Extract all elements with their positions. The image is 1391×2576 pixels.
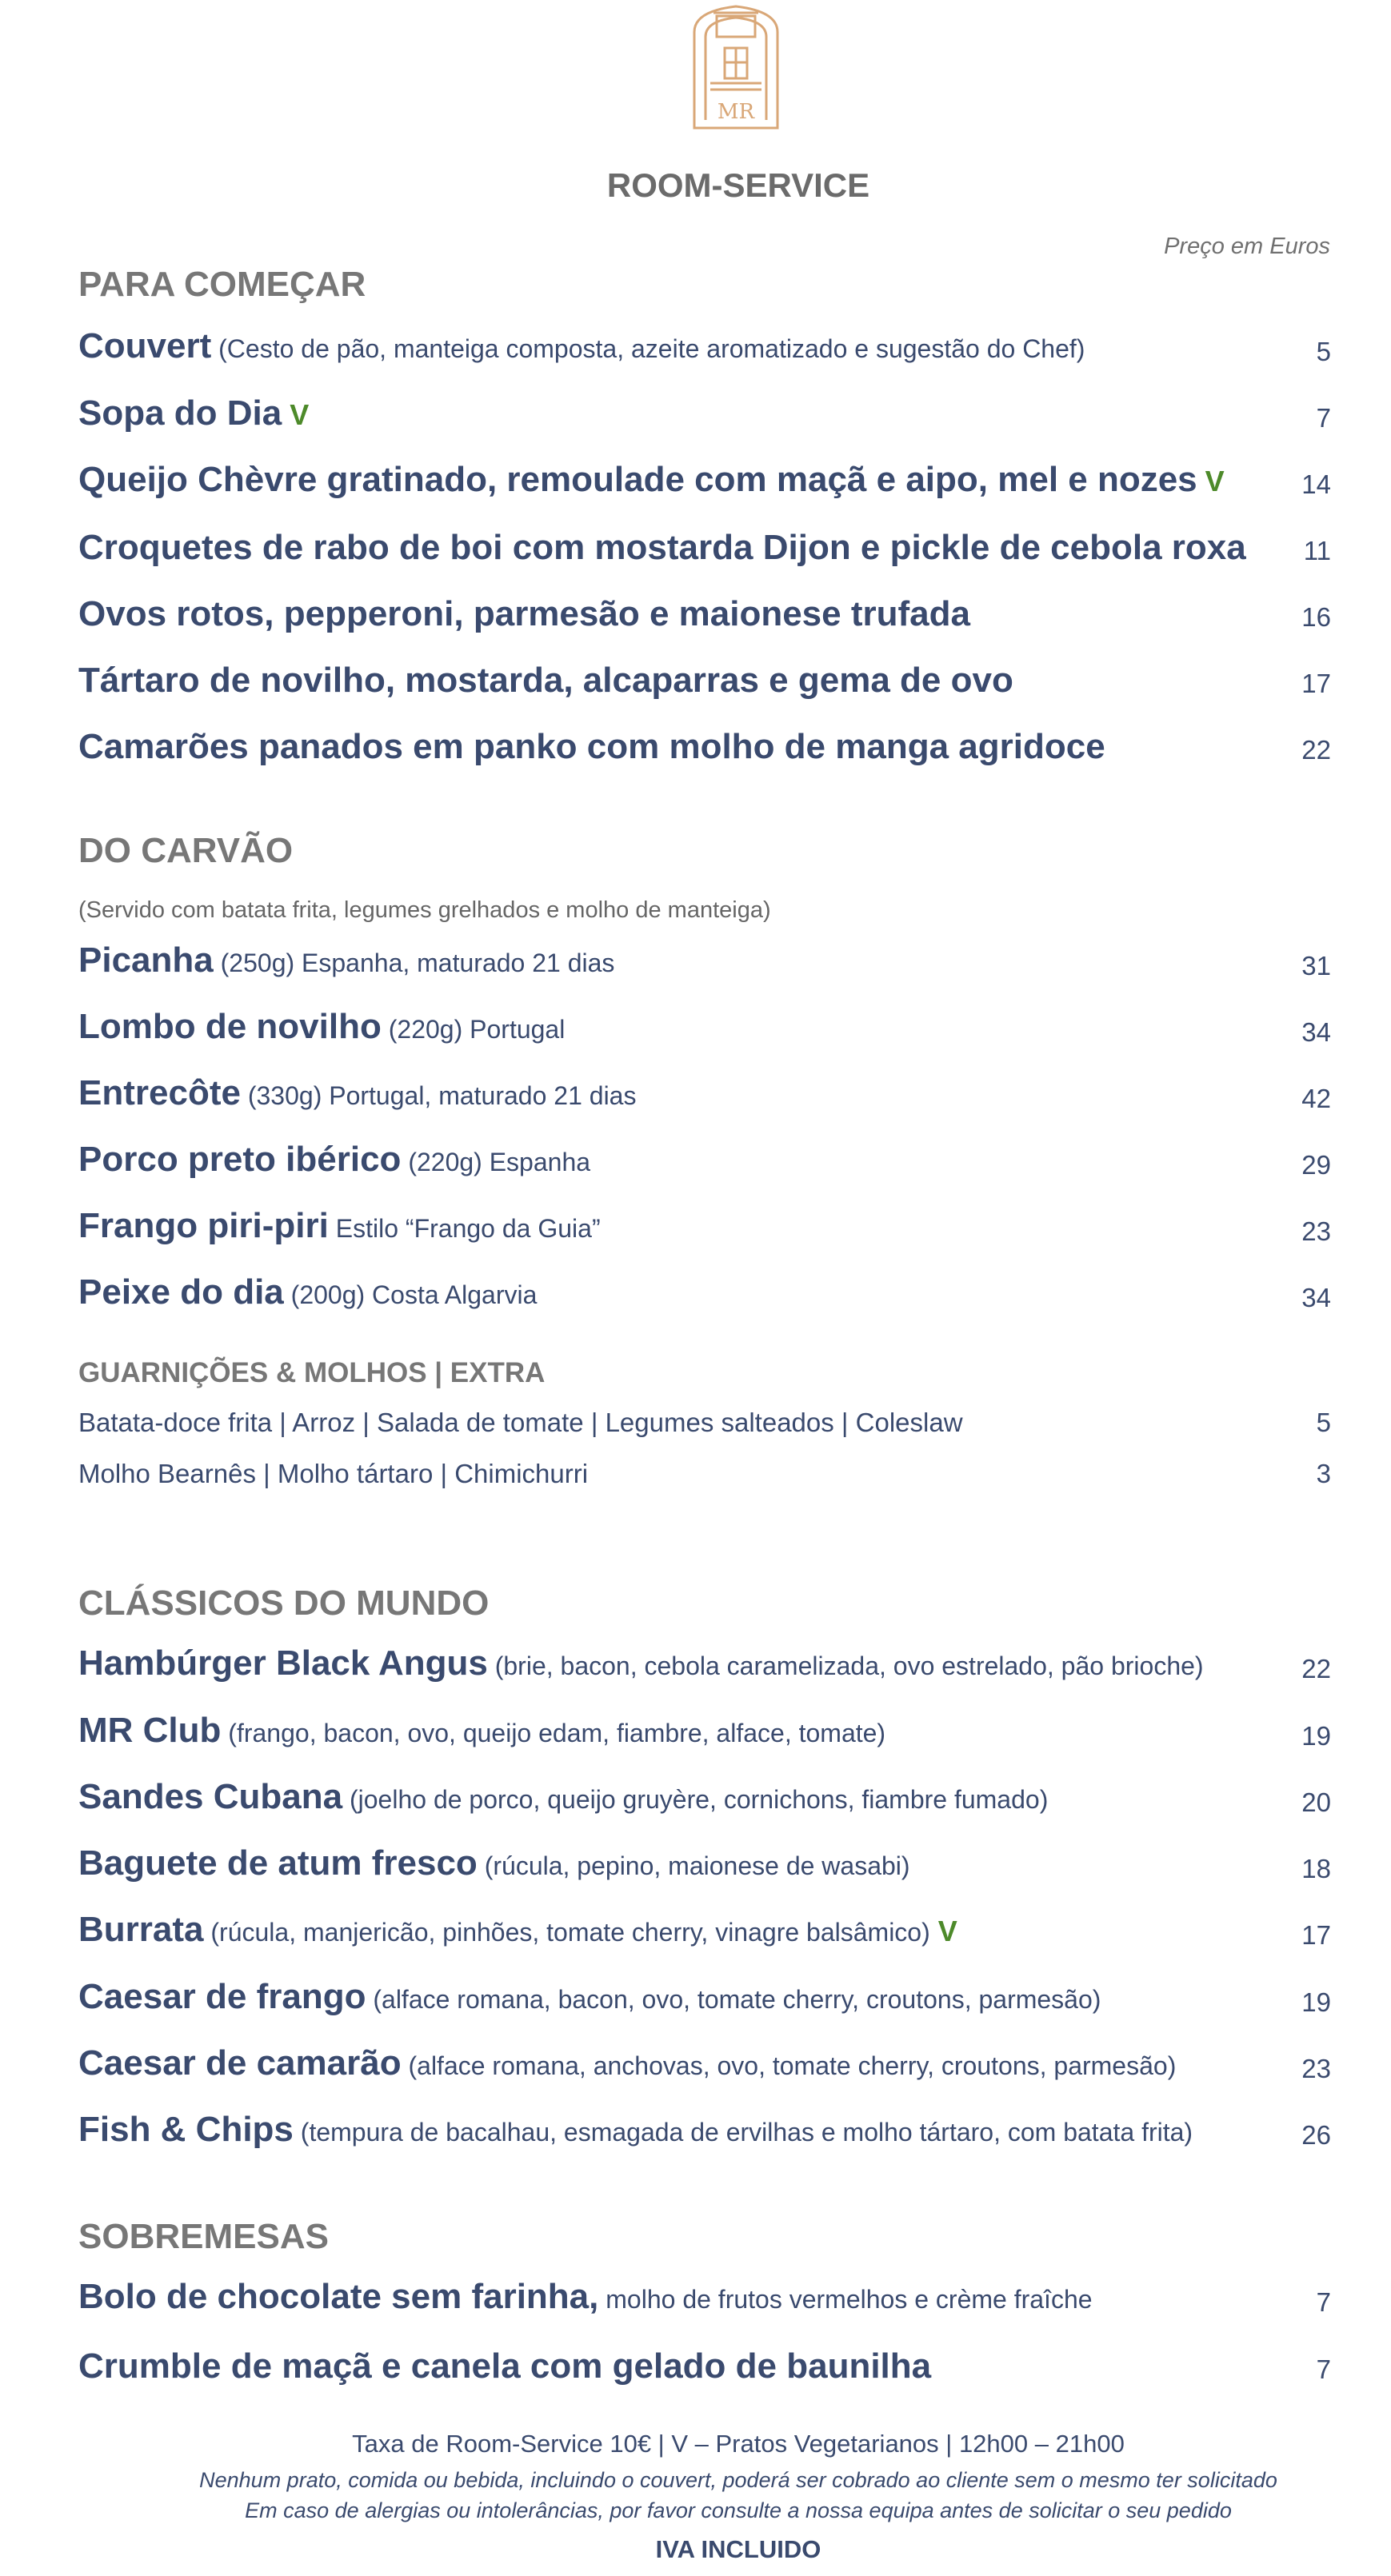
item-price: 29 <box>1301 1150 1331 1180</box>
menu-item <box>78 328 1331 376</box>
menu-item <box>78 1979 1331 2027</box>
item-price: 14 <box>1301 469 1331 499</box>
menu-item <box>78 2045 1331 2093</box>
section-title-classics: CLÁSSICOS DO MUNDO <box>78 1584 490 1623</box>
footer-vat-note: IVA INCLUIDO <box>655 2535 821 2563</box>
menu-item <box>78 394 1331 442</box>
vegetarian-badge: V <box>937 1915 957 1947</box>
item-price: 7 <box>1316 403 1331 433</box>
item-description: (tempura de bacalhau, esmagada de ervilhas e molho tártaro, com batata frita) <box>293 2118 1193 2147</box>
item-name: Sopa do Dia <box>78 393 282 433</box>
extras-row <box>78 1454 1331 1492</box>
item-description: (alface romana, anchovas, ovo, tomate cherry, croutons, parmesão) <box>401 2051 1177 2080</box>
extras-text: Molho Bearnês | Molho tártaro | Chimichurri <box>78 1459 589 1488</box>
item-description: (rúcula, manjericão, pinhões, tomate cherry, vinagre balsâmico) <box>203 1918 930 1947</box>
item-description: (brie, bacon, cebola caramelizada, ovo estrelado, pão brioche) <box>487 1651 1204 1680</box>
item-name: Entrecôte <box>78 1073 241 1112</box>
section-note: (Servido com batata frita, legumes grelhados e molho de manteiga) <box>78 897 771 923</box>
item-price: 5 <box>1316 337 1331 366</box>
item-price: 11 <box>1303 536 1331 565</box>
menu-item <box>78 1712 1331 1760</box>
item-name: Porco preto ibérico <box>78 1140 402 1179</box>
item-price: 20 <box>1301 1787 1331 1817</box>
item-price: 19 <box>1301 1987 1331 2017</box>
item-name: Couvert <box>78 326 212 365</box>
vegetarian-badge: V <box>1205 465 1225 497</box>
menu-item <box>78 1274 1331 1322</box>
menu-item <box>78 1208 1331 1256</box>
menu-item <box>78 2346 1331 2394</box>
extras-title: GUARNIÇÕES & MOLHOS | EXTRA <box>78 1357 546 1388</box>
footer-service-info: Taxa de Room-Service 10€ | V – Pratos Vegetarianos | 12h00 – 21h00 <box>352 2430 1125 2458</box>
item-price: 18 <box>1301 1854 1331 1883</box>
item-name: Caesar de frango <box>78 1977 366 2016</box>
section-title-grill: DO CARVÃO <box>78 831 294 870</box>
item-price: 7 <box>1316 2287 1331 2317</box>
menu-item <box>78 527 1331 575</box>
item-price: 22 <box>1301 1654 1331 1683</box>
item-description: (220g) Portugal <box>381 1015 566 1044</box>
section-title-desserts: SOBREMESAS <box>78 2217 329 2256</box>
item-description: (alface romana, bacon, ovo, tomate cherry, croutons, parmesão) <box>366 1985 1101 2014</box>
item-description: (220g) Espanha <box>401 1148 591 1176</box>
price-currency-note: Preço em Euros <box>1164 234 1330 259</box>
item-description: (250g) Espanha, maturado 21 dias <box>213 949 615 977</box>
item-name: Camarões panados em panko com molho de manga agridoce <box>78 727 1105 766</box>
item-price: 19 <box>1301 1721 1331 1751</box>
item-name: Lombo de novilho <box>78 1007 382 1046</box>
item-description: Estilo “Frango da Guia” <box>328 1214 601 1243</box>
item-price: 23 <box>1301 2054 1331 2083</box>
vegetarian-badge: V <box>290 398 310 431</box>
extras-price: 5 <box>1316 1408 1331 1437</box>
item-price: 7 <box>1316 2354 1331 2384</box>
item-description: (rúcula, pepino, maionese de wasabi) <box>477 1851 910 1880</box>
menu-item <box>78 2111 1331 2159</box>
item-name: MR Club <box>78 1711 222 1750</box>
item-name: Frango piri-piri <box>78 1206 329 1245</box>
item-name: Sandes Cubana <box>78 1777 343 1816</box>
menu-item <box>78 1645 1331 1693</box>
menu-item <box>78 593 1331 641</box>
item-price: 26 <box>1301 2120 1331 2150</box>
menu-item <box>78 1075 1331 1123</box>
item-name: Tártaro de novilho, mostarda, alcaparras e gema de ovo <box>78 661 1013 700</box>
extras-price: 3 <box>1316 1459 1331 1488</box>
item-name: Croquetes de rabo de boi com mostarda Dijon e pickle de cebola roxa <box>78 528 1246 567</box>
item-price: 34 <box>1301 1017 1331 1047</box>
menu-item <box>78 2278 1331 2326</box>
menu-item <box>78 726 1331 774</box>
menu-item <box>78 1008 1331 1056</box>
extras-row <box>78 1403 1331 1441</box>
menu-item <box>78 1911 1331 1959</box>
item-name: Burrata <box>78 1910 204 1949</box>
item-name: Fish & Chips <box>78 2110 294 2149</box>
item-name: Ovos rotos, pepperoni, parmesão e maionese trufada <box>78 594 970 633</box>
item-name: Peixe do dia <box>78 1272 284 1312</box>
item-price: 31 <box>1301 951 1331 980</box>
item-name: Hambúrger Black Angus <box>78 1643 488 1683</box>
item-price: 17 <box>1301 669 1331 698</box>
item-description: (joelho de porco, queijo gruyère, cornichons, fiambre fumado) <box>342 1785 1049 1814</box>
mr-hotel-logo-icon <box>686 0 785 134</box>
item-description: (Cesto de pão, manteiga composta, azeite aromatizado e sugestão do Chef) <box>211 334 1085 363</box>
item-name: Queijo Chèvre gratinado, remoulade com maçã e aipo, mel e nozes <box>78 460 1197 499</box>
item-description: (330g) Portugal, maturado 21 dias <box>240 1081 637 1110</box>
item-price: 17 <box>1301 1920 1331 1950</box>
item-price: 22 <box>1301 735 1331 765</box>
item-name: Bolo de chocolate sem farinha, <box>78 2277 599 2316</box>
svg-text:MR: MR <box>717 100 755 124</box>
item-price: 42 <box>1301 1084 1331 1113</box>
page-title: ROOM-SERVICE <box>606 166 870 204</box>
menu-item <box>78 1141 1331 1189</box>
item-price: 16 <box>1301 602 1331 632</box>
menu-item <box>78 1779 1331 1827</box>
menu-item <box>78 1845 1331 1893</box>
item-description: molho de frutos vermelhos e crème fraîche <box>598 2285 1093 2314</box>
footer-charge-note: Nenhum prato, comida ou bebida, incluindo o couvert, poderá ser cobrado ao cliente sem o mesmo ter solicitado <box>199 2468 1277 2492</box>
extras-text: Batata-doce frita | Arroz | Salada de tomate | Legumes salteados | Coleslaw <box>78 1408 963 1437</box>
item-name: Crumble de maçã e canela com gelado de baunilha <box>78 2346 932 2386</box>
menu-item <box>78 942 1331 990</box>
item-name: Picanha <box>78 941 214 980</box>
footer-allergy-note: Em caso de alergias ou intolerâncias, por favor consulte a nossa equipa antes de solicitar o seu pedido <box>245 2498 1232 2522</box>
item-price: 23 <box>1301 1216 1331 1246</box>
item-price: 34 <box>1301 1283 1331 1312</box>
item-description: (frango, bacon, ovo, queijo edam, fiambre, alface, tomate) <box>221 1719 886 1747</box>
menu-item <box>78 461 1331 509</box>
item-name: Baguete de atum fresco <box>78 1843 478 1883</box>
item-name: Caesar de camarão <box>78 2043 402 2083</box>
item-description: (200g) Costa Algarvia <box>283 1280 538 1309</box>
menu-item <box>78 660 1331 708</box>
section-title-starters: PARA COMEÇAR <box>78 265 366 304</box>
